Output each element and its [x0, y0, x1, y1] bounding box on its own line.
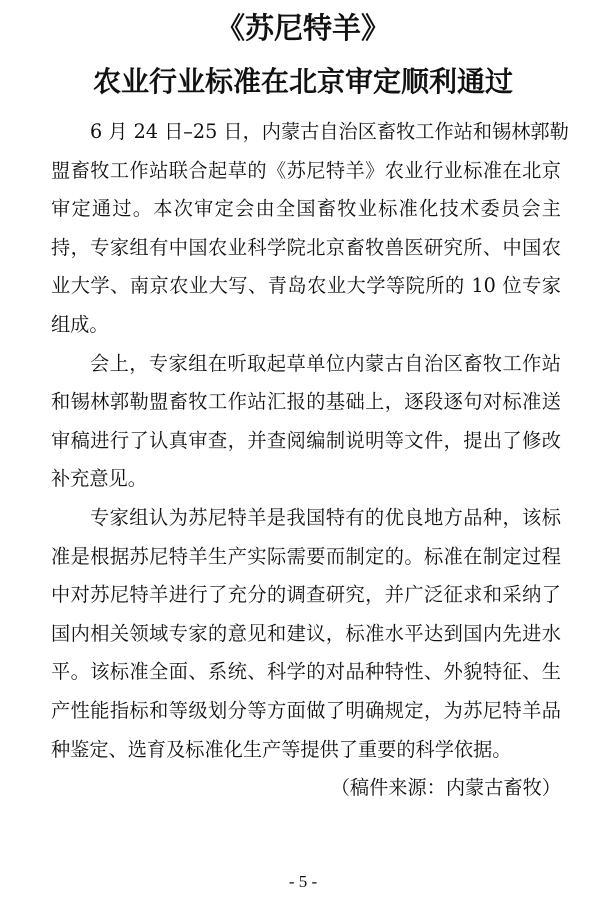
- text-line: 和锡林郭勒盟畜牧工作站汇报的基础上，逐段逐句对标准送: [51, 390, 561, 414]
- text-line: 中对苏尼特羊进行了充分的调查研究，并广泛征求和采纳了: [51, 583, 561, 607]
- paragraph-2: [51, 345, 561, 499]
- text-line: 会上，专家组在听取起草单位内蒙古自治区畜牧工作站: [90, 351, 561, 375]
- article-body: [51, 113, 569, 808]
- text-line: 审稿进行了认真审查，并查阅编制说明等文件，提出了修改: [51, 428, 561, 452]
- text-line: 组成。: [51, 312, 109, 336]
- text-line: 准是根据苏尼特羊生产实际需要而制定的。标准在制定过程: [51, 544, 561, 568]
- text-line: 盟畜牧工作站联合起草的《苏尼特羊》农业行业标准在北京: [51, 158, 561, 182]
- text-line: 种鉴定、选育及标准化生产等提供了重要的科学依据。: [51, 737, 512, 761]
- article-subtitle: 农业行业标准在北京审定顺利通过: [92, 65, 513, 98]
- page-number: - 5 -: [288, 872, 318, 891]
- text-line: 产性能指标和等级划分等方面做了明确规定，为苏尼特羊品: [51, 698, 561, 722]
- paragraph-3: [51, 499, 561, 769]
- text-line: 国内相关领域专家的意见和建议，标准水平达到国内先进水: [51, 621, 561, 645]
- article-title: 《苏尼特羊》: [215, 11, 390, 45]
- paragraph-1: [51, 113, 569, 345]
- source-attribution: （稿件来源：内蒙古畜牧）: [330, 776, 561, 800]
- text-line: 专家组认为苏尼特羊是我国特有的优良地方品种，该标: [90, 505, 561, 529]
- text-line: 补充意见。: [51, 467, 147, 491]
- text-line: 持，专家组有中国农业科学院北京畜牧兽医研究所、中国农: [51, 235, 561, 259]
- text-line: 审定通过。本次审定会由全国畜牧业标准化技术委员会主: [51, 197, 561, 221]
- text-line: 业大学、南京农业大写、青岛农业大学等院所的 10 位专家: [51, 274, 561, 298]
- text-line: 平。该标准全面、系统、科学的对品种特性、外貌特征、生: [51, 660, 561, 684]
- text-line: 6 月 24 日–25 日，内蒙古自治区畜牧工作站和锡林郭勒: [90, 120, 569, 143]
